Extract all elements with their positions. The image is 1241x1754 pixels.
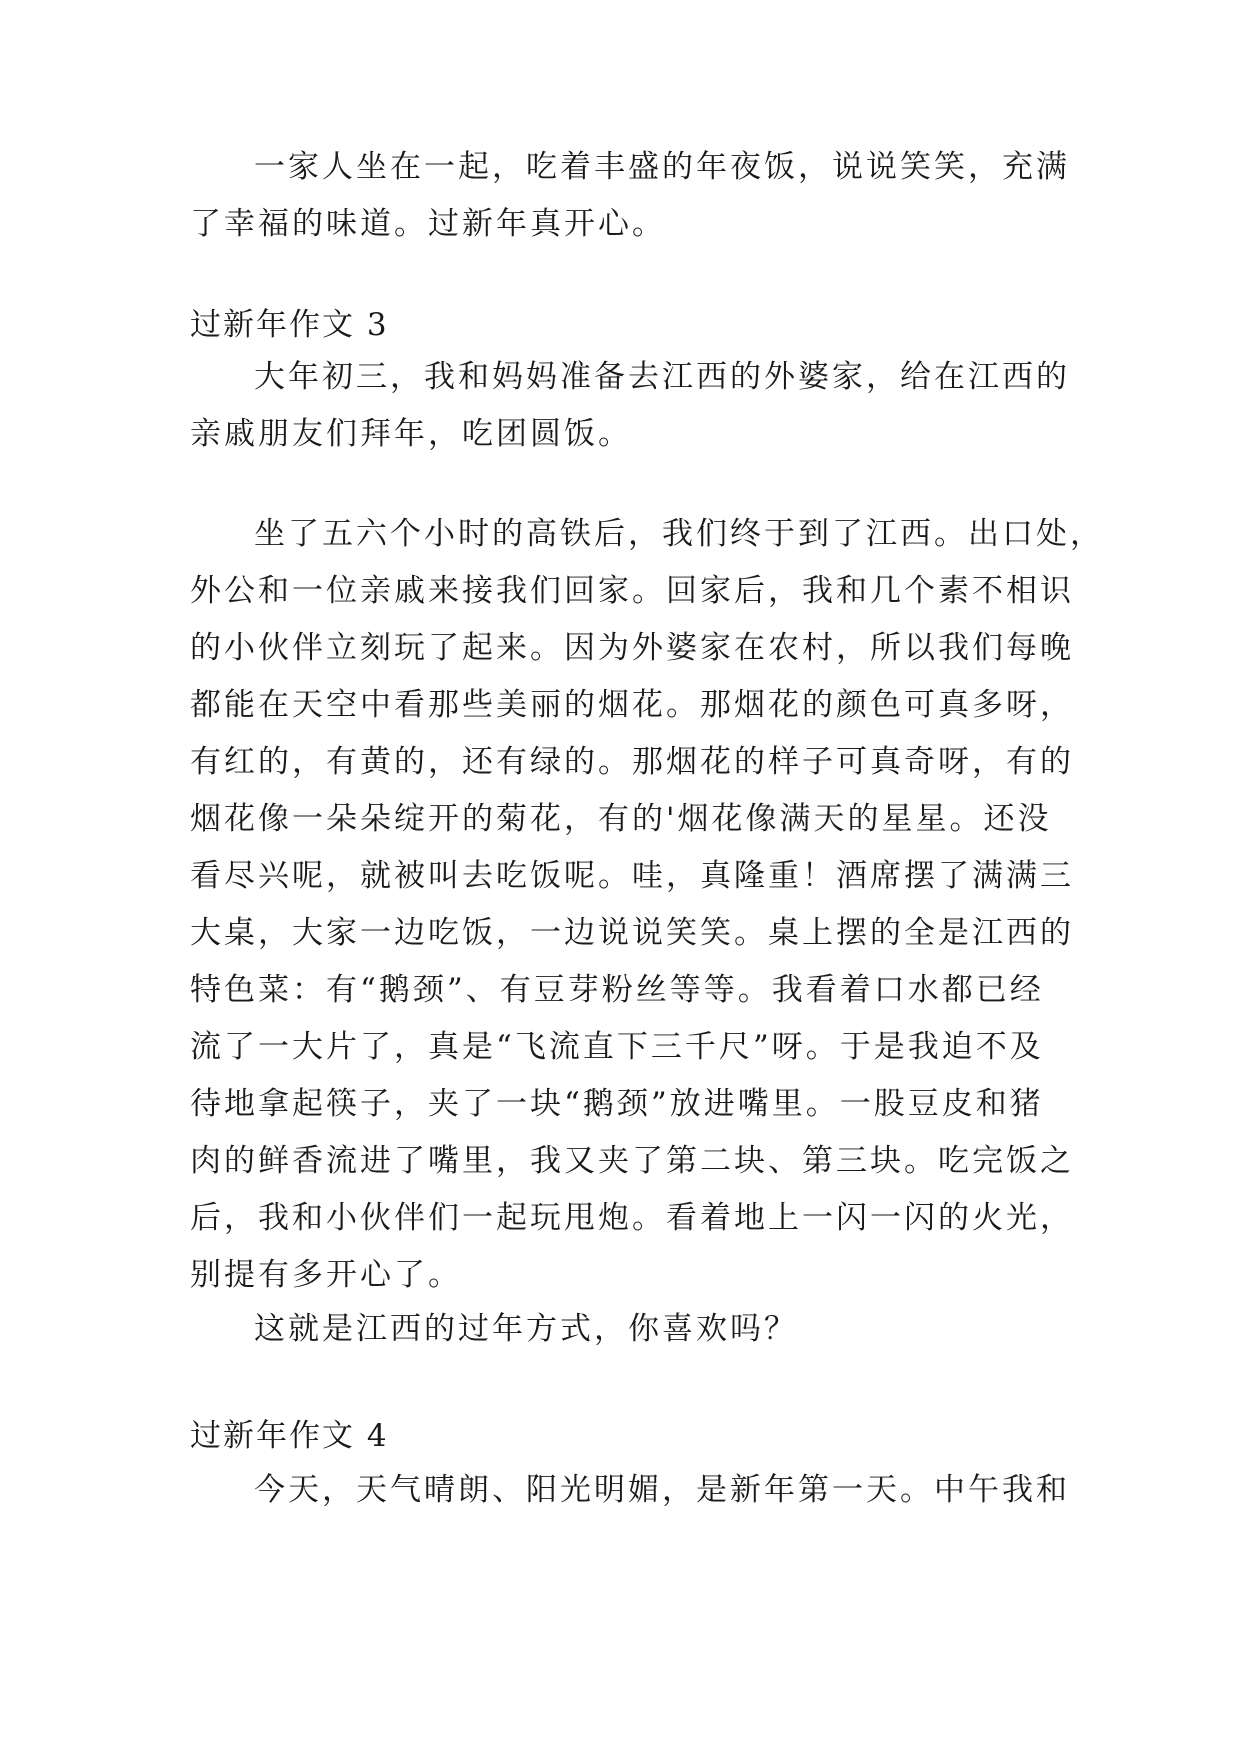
text-line: 一家人坐在一起，吃着丰盛的年夜饭，说说笑笑，充满 <box>254 149 1070 185</box>
text-line: 外公和一位亲戚来接我们回家。回家后，我和几个素不相识 <box>190 573 1074 609</box>
text-line: 特色菜：有“鹅颈”、有豆芽粉丝等等。我看着口水都已经 <box>190 972 1044 1008</box>
section-heading-3: 过新年作文 3 <box>190 307 389 343</box>
text-line: 看尽兴呢，就被叫去吃饭呢。哇，真隆重！酒席摆了满满三 <box>190 858 1074 894</box>
text-line: 别提有多开心了。 <box>190 1257 462 1293</box>
text-line: 都能在天空中看那些美丽的烟花。那烟花的颜色可真多呀， <box>190 687 1074 723</box>
text-line: 坐了五六个小时的高铁后，我们终于到了江西。出口处， <box>254 516 1104 552</box>
text-line: 有红的，有黄的，还有绿的。那烟花的样子可真奇呀，有的 <box>190 744 1074 780</box>
paragraph-section2-ending <box>190 139 1070 253</box>
text-line: 待地拿起筷子，夹了一块“鹅颈”放进嘴里。一股豆皮和猪 <box>190 1086 1044 1122</box>
text-line: 亲戚朋友们拜年，吃团圆饭。 <box>190 416 632 452</box>
text-line: 今天，天气晴朗、阳光明媚，是新年第一天。中午我和 <box>254 1472 1070 1508</box>
text-line: 大年初三，我和妈妈准备去江西的外婆家，给在江西的 <box>254 359 1070 395</box>
text-line: 后，我和小伙伴们一起玩甩炮。看着地上一闪一闪的火光， <box>190 1200 1074 1236</box>
text-line: 这就是江西的过年方式，你喜欢吗？ <box>254 1311 798 1347</box>
text-line: 肉的鲜香流进了嘴里，我又夹了第二块、第三块。吃完饭之 <box>190 1143 1074 1179</box>
text-line: 了幸福的味道。过新年真开心。 <box>190 206 666 242</box>
paragraph-section3-2 <box>190 506 1104 1304</box>
text-line: 的小伙伴立刻玩了起来。因为外婆家在农村，所以我们每晚 <box>190 630 1074 666</box>
section-heading-4: 过新年作文 4 <box>190 1418 389 1454</box>
text-line: 烟花像一朵朵绽开的菊花，有的'烟花像满天的星星。还没 <box>190 801 1052 837</box>
paragraph-section3-1 <box>190 349 1070 463</box>
paragraph-section3-3 <box>190 1301 1050 1358</box>
text-line: 大桌，大家一边吃饭，一边说说笑笑。桌上摆的全是江西的 <box>190 915 1074 951</box>
paragraph-section4-1 <box>190 1462 1070 1519</box>
text-line: 流了一大片了，真是“飞流直下三千尺”呀。于是我迫不及 <box>190 1029 1044 1065</box>
